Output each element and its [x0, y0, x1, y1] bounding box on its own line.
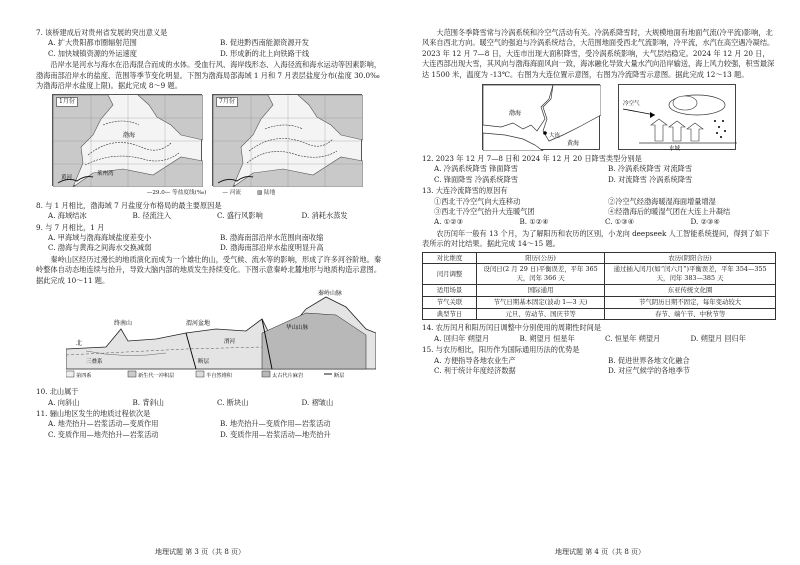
option-b: B. 渤海南部沿岸水范围向南收缩: [220, 233, 324, 243]
question-15: [422, 345, 776, 376]
section-label-weihe: 渭河: [224, 339, 236, 346]
section-label-basin: 渭河盆地: [186, 320, 211, 328]
table-header: 对比维度: [423, 252, 477, 264]
table-cell: 国际通用: [477, 285, 605, 297]
option-b: B. 地壳抬升—变质作用—岩浆活动: [220, 419, 331, 429]
question-12: [422, 154, 776, 185]
option-b: B. 背斜山: [132, 397, 164, 407]
table-row: [423, 296, 776, 308]
map-july-graphic: [213, 95, 363, 187]
option-c: C. 盛行风影响: [217, 211, 263, 221]
table-cell: 适用场景: [423, 285, 477, 297]
statement-1: ①西北干冷空气向大连移动: [434, 196, 521, 206]
option-c: C. 利于统计年度经济数据: [434, 366, 516, 376]
option-a: A. 冷涡系统降雪 锋面降雪: [434, 164, 518, 174]
section-label-north: 北: [76, 340, 83, 348]
section-label-zhongnan: 终南山: [114, 320, 133, 328]
table-cell: 通过插入闰月(如“闰六月”)平衡误差，平年 354—355 天，闰年 383—385 天: [605, 264, 776, 285]
option-b: B. 朔望月 恒星年: [519, 333, 575, 343]
question-stem: 7. 该桥建成后对贵州省发展的突出意义是: [36, 28, 168, 37]
section-legend-semi: 半自然堆积: [206, 373, 232, 380]
question-8: [36, 201, 386, 222]
question-stem: 13. 大连冷流降雪的原因有: [422, 186, 508, 196]
section-label-fault: 断层: [198, 359, 210, 366]
question-7: [36, 28, 386, 59]
map-july-label: 7月份: [216, 97, 238, 107]
question-11: [36, 409, 386, 440]
option-d: D. 褶皱山: [301, 397, 334, 407]
table-header-row: [423, 252, 776, 264]
dalian-map-graphic: [483, 85, 601, 151]
option-d: D. 渤海南部沿岸水盐度明显升高: [220, 243, 324, 253]
question-stem: 12. 2023 年 12 月 7—8 日和 2024 年 12 月 20 日降雪类型分别是: [422, 154, 642, 164]
question-stem: 15. 与农历相比，阳历作为国际通用历法的优势是: [422, 345, 580, 355]
intro-10-11: 秦岭山区经历过漫长的地质演化而成为一个雄壮的山，受气候、流水等的影响，形成了许多河谷阶地。秦岭整体自动态地连续与抬升，导致大脑内部的地质发生持续变化。下图示意秦岭北麓地形与地质构造示意图。据此完成 10～11 题。: [36, 254, 382, 285]
table-cell: 闰月调整: [423, 264, 477, 285]
statement-2: ②冷空气经渤海暖湿海面增量增湿: [608, 196, 716, 206]
option-a: A. 回归年 朔望月: [434, 333, 490, 343]
option-d: D. 朔望月 回归年: [690, 333, 746, 343]
table-cell: 春节、端午节、中秋节等: [605, 308, 776, 320]
section-label-huashan: 华山山脉: [286, 325, 309, 332]
question-stem: 9. 与 7 月相比，1 月: [36, 222, 105, 232]
option-c: C. 恒星年 朔望月: [605, 333, 661, 343]
statement-3: ③西北干冷空气抬升大连暖气团: [434, 207, 535, 217]
map-january: [52, 94, 202, 186]
option-b: B. 促进黔西南能源资源开发: [220, 38, 309, 48]
map-label-bohai: 渤海: [123, 132, 136, 140]
option-d: D. ②③④: [690, 217, 720, 227]
question-stem: 10. 北山属于: [36, 387, 79, 397]
legend-river: — 河流: [222, 190, 241, 197]
map-label-huanghe: 黄河: [61, 175, 73, 182]
table-cell: 元旦、劳动节、国庆节等: [477, 308, 605, 320]
table-header: 阳历(公历): [477, 252, 605, 264]
intro-8-9: 沿岸水是河水与海水在沿海混合而成的水体。受血行风、海岸线形态、入海径流和海水运动等因素影响，渤海南部沿岸水的盐度、范围等季节变化明显。下图为渤海局部海域 1 月和 7 月表层盐度分布(盐度 30.0‰为渤海沿岸水盐度上限)。据此完成 8～9 题。: [36, 60, 382, 91]
table-row: [423, 264, 776, 285]
option-a: A. 海域结冰: [48, 211, 87, 221]
option-b: B. 冷涡系统降雪 对流降雪: [608, 164, 693, 174]
table-header: 农历(阴阳合历): [605, 252, 776, 264]
map-january-graphic: [53, 95, 203, 187]
right-page: [400, 0, 800, 565]
map-legend: [36, 188, 386, 198]
option-c: C. 断块山: [217, 397, 249, 407]
table-row: [423, 285, 776, 297]
option-a: A. 地壳抬升—岩浆活动—变质作用: [48, 419, 159, 429]
option-b: B. 促进世界各地文化融合: [608, 355, 690, 365]
option-c: C. 变质作用—地壳抬升—岩浆活动: [48, 429, 159, 439]
option-c: C. 加快城镇资源的外运速度: [48, 48, 137, 58]
dalian-figures: [482, 84, 776, 150]
table-cell: 东亚传统文化圈: [605, 285, 776, 297]
page-footer: 地理试题 第 4 页（共 8 页）: [554, 547, 646, 556]
calendar-comparison-table: [422, 252, 776, 321]
intro-14-15: 农历闰年一般有 13 个月，为了解阳历和农历的区别，小龙向 deepseek 人工智能系统提问，得到了如下表所示的对比结果。据此完成 14～15 题。: [422, 228, 770, 249]
statement-4: ④经渤海后的暖湿气团在大连上升凝结: [608, 207, 731, 217]
cold-flow-graphic: [619, 85, 737, 151]
legend-land: ▨ 陆地: [256, 190, 276, 197]
geologic-section-graphic: [66, 289, 376, 385]
table-cell: 节气阴历日期不固定，每年变动较大: [605, 296, 776, 308]
table-cell: 设闰日(2 月 29 日)平衡误差，平年 365 天，闰年 366 天: [477, 264, 605, 285]
section-label-qinling: 秦岭山脉: [318, 290, 343, 298]
question-9: [36, 223, 386, 254]
section-legend-quaternary: 第四系: [76, 373, 92, 380]
geologic-section: [66, 289, 376, 385]
option-d: D. 形成新的北上向铁路干线: [220, 48, 310, 58]
question-stem: 8. 与 1 月相比，渤海域 7 月盐度分布格局的最主要原因是: [36, 200, 222, 210]
option-b: B. ①②④: [519, 217, 549, 227]
section-legend-archean: 太古代片麻岩: [272, 373, 304, 380]
option-a: A. 方便指导各地农业生产: [434, 355, 516, 365]
fig-label-dalian: 大连: [549, 133, 561, 140]
question-14: [422, 323, 776, 344]
option-a: A. 扩大贵阳都市圈辐射范围: [48, 38, 137, 48]
section-legend-fault: 断层: [334, 373, 345, 380]
table-cell: 节气关联: [423, 296, 477, 308]
fig-label-huanghai: 黄海: [567, 140, 580, 148]
option-c: C. 锋面降雪 冷涡系统降雪: [434, 174, 518, 184]
salinity-maps: [52, 94, 386, 186]
option-d: D. 对流降雪 冷涡系统降雪: [608, 174, 693, 184]
section-legend-cenozoic: 新生代一冲积层: [138, 373, 175, 380]
section-label-triassic: 三叠系: [86, 359, 103, 366]
question-13: [422, 186, 776, 228]
map-label-laizhou: 莱州湾: [97, 171, 114, 178]
table-cell: 节气日期基本固定(波动 1—3 天): [477, 296, 605, 308]
option-c: C. 渤海与黄海之间海水交换减弱: [48, 243, 152, 253]
fig-label-cold-air: 冷空气: [623, 101, 640, 108]
fig-label-water: 水域: [669, 146, 681, 152]
question-10: [36, 387, 386, 408]
option-a: A. 向斜山: [48, 397, 80, 407]
option-d: D. 消耗水蒸发: [301, 211, 348, 221]
option-b: B. 径流注入: [132, 211, 172, 221]
legend-isohaline: —29.0— 等盐度线(‰): [146, 190, 207, 197]
map-july: [212, 94, 362, 186]
dalian-location-map: [482, 84, 600, 150]
cold-flow-snow-diagram: [618, 84, 736, 150]
question-stem: 11. 骊山地区发生的地质过程依次是: [36, 408, 151, 418]
fig-label-bohai: 渤海: [509, 110, 522, 118]
question-stem: 14. 农历闰月和阳历闰日调整中分别使用的周期性时间是: [422, 323, 602, 333]
intro-12-13: 大范围冬季降雪常与冷涡系统和冷空气活动有关。冷涡系降雪时，大规模地面有地面气流(冷平流)影响，北风来自西北方向。暖空气的强迫与冷涡系统结合，大范围地面受西北气流影响，冷平流，水汽在高空遇冷凝结。2023 年 12 月 7—8 日，大连市出现大面积降雪，受冷涡系统影响，大气层结稳定。2024 年 12 月 20 日，大连西部出现大雪，其风向与渤海海面风向一致，海冰融化导致大量水汽向沿岸输送，海上风力较强，积雪最深达 1500 米，温度为 -13℃。右图为大连位置示意图，右图为冷流降雪示意图。据此完成 12～13 题。: [422, 28, 775, 79]
option-a: A. 甲海域与渤海海域盐度差变小: [48, 233, 152, 243]
option-a: A. ①②③: [434, 217, 464, 227]
table-row: [423, 308, 776, 320]
map-january-label: 1月份: [56, 97, 78, 107]
table-cell: 典型节日: [423, 308, 477, 320]
page-footer: 地理试题 第 3 页（共 8 页）: [154, 547, 246, 556]
option-d: D. 变质作用—岩浆活动—地壳抬升: [220, 429, 331, 439]
option-c: C. ①③④: [605, 217, 635, 227]
option-d: D. 对应气候学的各地季节: [608, 366, 690, 376]
